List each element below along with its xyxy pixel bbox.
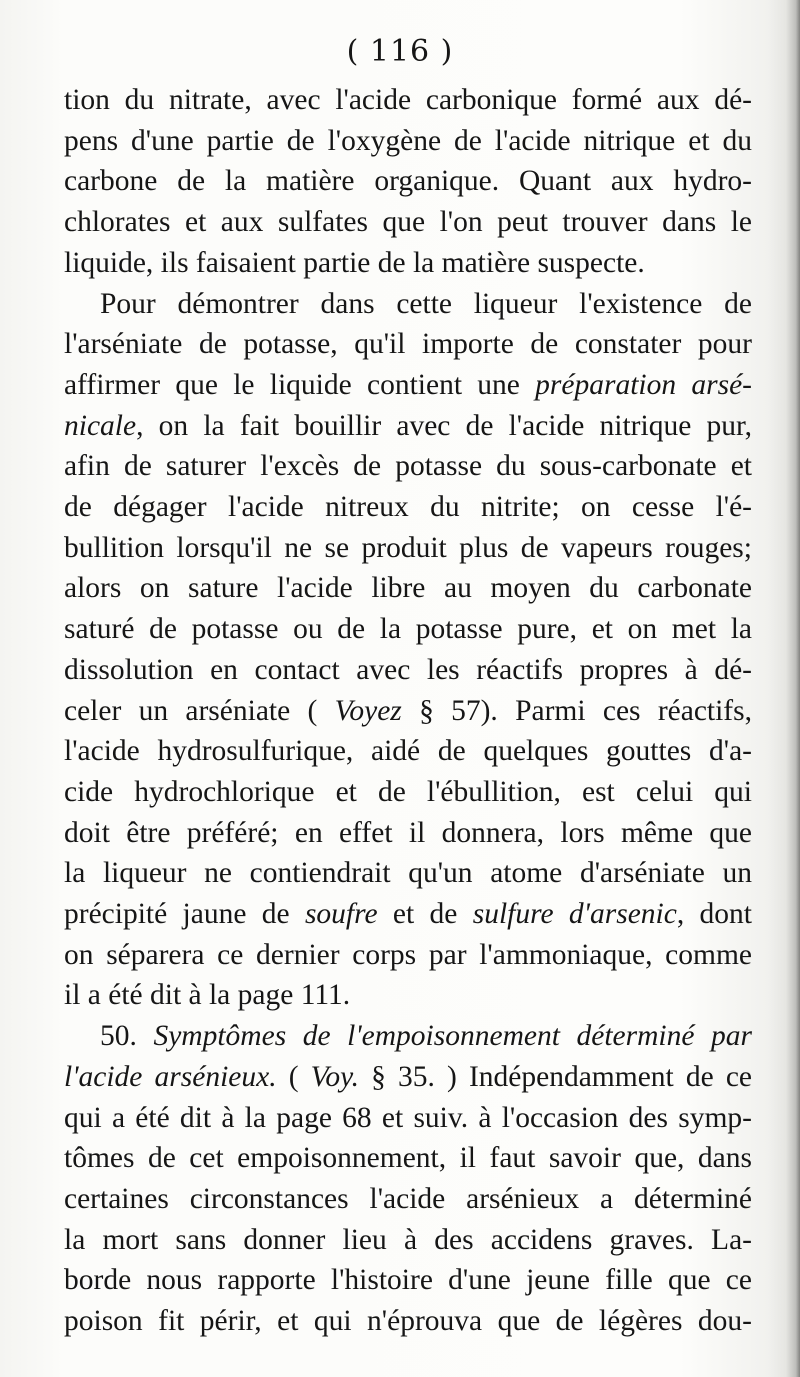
text-line (100, 1016, 752, 1057)
text-segment: qui a été dit à la page 68 et suiv. à l'occasion des symp- (64, 1101, 752, 1134)
text-segment: alors on sature l'acide libre au moyen du carbonate (64, 572, 752, 605)
text-segment: bullition lorsqu'il ne se produit plus de vapeurs rouges; (64, 531, 752, 564)
text-line (64, 650, 752, 691)
text-segment: poison fit périr, et qui n'éprouva que de légères dou- (64, 1305, 752, 1337)
text-line (64, 975, 752, 1016)
text-segment: tômes de cet empoisonnement, il faut savoir que, dans (64, 1142, 752, 1175)
text-segment: l'arséniate de potasse, qu'il importe de constater pour (64, 328, 752, 361)
text-segment: cide hydrochlorique et de l'ébullition, est celui qui (64, 775, 752, 808)
text-segment: § 57). Parmi ces réactifs, (401, 694, 752, 727)
text-line (64, 935, 752, 976)
text-segment: , dont (676, 898, 753, 930)
text-line (64, 365, 752, 406)
text-segment: précipité jaune de (64, 898, 305, 930)
text-segment: tion du nitrate, avec l'acide carbonique formé aux dé- (64, 84, 752, 116)
text-segment: il a été dit à la page 111. (64, 979, 351, 1012)
text-segment: affirmer que le liquide contient une (64, 368, 536, 401)
text-line (64, 80, 752, 121)
text-segment: chlorates et aux sulfates que l'on peut trouver dans le (64, 206, 752, 239)
text-line (64, 1179, 752, 1220)
text-line (64, 1260, 752, 1301)
text-line (64, 1301, 752, 1342)
text-line (64, 772, 752, 813)
text-line (64, 1220, 752, 1261)
text-segment: on séparera ce dernier corps par l'ammoniaque, comme (64, 938, 752, 971)
text-segment: § 35. ) Indépendamment de ce (359, 1060, 753, 1093)
text-line (64, 1057, 752, 1098)
text-segment: saturé de potasse ou de la potasse pure, et on met la (64, 613, 752, 646)
page-edge-shadow (786, 0, 800, 1377)
text-line (64, 243, 752, 284)
text-segment: et de (377, 898, 473, 930)
text-segment: doit être préféré; en effet il donnera, lors même que (64, 816, 752, 849)
italic-text: nicale (64, 409, 137, 442)
italic-text: préparation arsé- (535, 368, 753, 401)
text-line (64, 324, 752, 365)
text-line (64, 446, 752, 487)
text-line (64, 1098, 752, 1139)
text-segment: la mort sans donner lieu à des accidens graves. La- (64, 1223, 752, 1256)
text-line (64, 731, 752, 772)
text-line (100, 284, 752, 325)
italic-text: sulfure d'arsenic (472, 898, 677, 930)
text-segment: pens d'une partie de l'oxygène de l'acide nitrique et du (64, 124, 752, 157)
text-line (64, 121, 752, 162)
text-line (64, 691, 752, 732)
text-segment: ( (276, 1060, 311, 1093)
text-segment: carbone de la matière organique. Quant aux hydro- (64, 165, 752, 198)
text-line (64, 609, 752, 650)
text-line (64, 894, 752, 935)
italic-text: soufre (304, 898, 378, 930)
text-segment: l'acide hydrosulfurique, aidé de quelques gouttes d'a- (64, 735, 752, 768)
text-line (64, 406, 752, 447)
italic-text: l'acide arsénieux. (64, 1060, 277, 1093)
text-segment: borde nous rapporte l'histoire d'une jeune fille que ce (64, 1264, 752, 1297)
text-line (64, 202, 752, 243)
text-line (64, 853, 752, 894)
text-line (64, 528, 752, 569)
text-segment: Pour démontrer dans cette liqueur l'existence de (100, 287, 752, 320)
text-segment: de dégager l'acide nitreux du nitrite; on cesse l'é- (64, 491, 752, 523)
text-line (64, 1138, 752, 1179)
text-segment: 50. (100, 1020, 154, 1053)
text-line (64, 568, 752, 609)
italic-text: Voy. (310, 1060, 359, 1093)
text-line (64, 161, 752, 202)
page-number: ( 116 ) (346, 34, 454, 69)
text-segment: afin de saturer l'excès de potasse du sous-carbonate et (64, 450, 752, 483)
italic-text: Symptômes de l'empoisonnement déterminé par (153, 1020, 752, 1053)
text-segment: dissolution en contact avec les réactifs propres à dé- (64, 653, 752, 686)
text-line (64, 487, 752, 528)
italic-text: Voyez (334, 694, 402, 727)
text-segment: , on la fait bouillir avec de l'acide nitrique pur, (136, 409, 752, 442)
text-line (64, 813, 752, 854)
text-segment: liquide, ils faisaient partie de la matière suspecte. (64, 246, 645, 279)
text-segment: la liqueur ne contiendrait qu'un atome d'arséniate un (64, 857, 752, 890)
text-segment: certaines circonstances l'acide arsénieux a déterminé (64, 1182, 752, 1215)
text-segment: celer un arséniate ( (64, 694, 335, 727)
